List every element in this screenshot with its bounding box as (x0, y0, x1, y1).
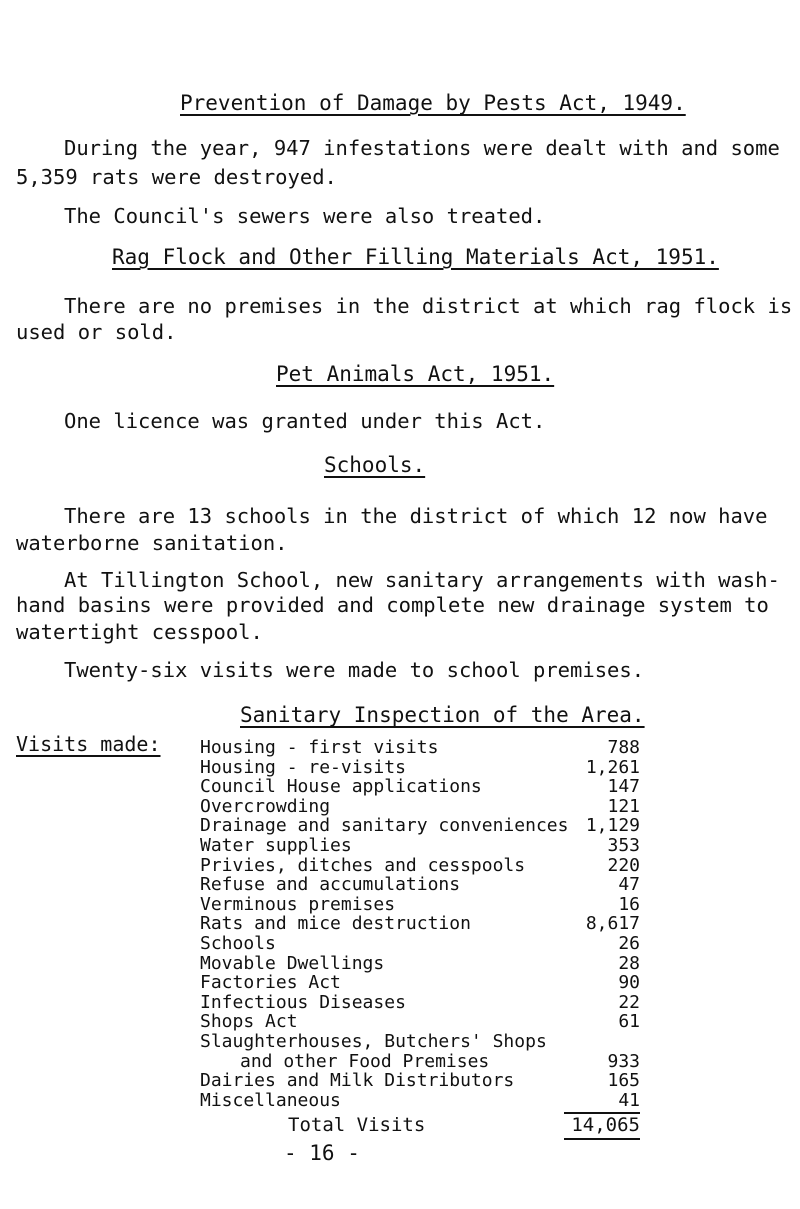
visits-row (200, 1032, 640, 1052)
visits-made-heading: Visits made: (16, 732, 161, 756)
visits-row (200, 1071, 640, 1091)
visits-row (200, 738, 640, 758)
visits-row-label: Dairies and Milk Distributors (200, 1070, 515, 1092)
schools-paragraph-3: Twenty-six visits were made to school premises. (64, 658, 645, 682)
visits-row-label: Overcrowding (200, 795, 331, 817)
visits-row-label: Slaughterhouses, Butchers' Shops (200, 1031, 547, 1052)
visits-row-value: 1,129 (585, 815, 640, 837)
visits-row-label: Drainage and sanitary conveniences (200, 815, 569, 837)
heading-schools: Schools. (324, 453, 426, 477)
schools-paragraph-2-line-1: At Tillington School, new sanitary arrangements with wash- (64, 568, 780, 592)
total-value: 14,065 (571, 1113, 640, 1136)
visits-row-value: 147 (607, 776, 640, 798)
visits-row (200, 797, 640, 817)
visits-row-value: 22 (618, 991, 640, 1013)
heading-sanitary-inspection: Sanitary Inspection of the Area. (240, 703, 645, 727)
visits-row-value: 933 (607, 1050, 640, 1072)
visits-row (240, 1052, 640, 1072)
heading-rag-flock-act: Rag Flock and Other Filling Materials Act, 1951. (112, 245, 719, 269)
visits-row-label: Housing - first visits (200, 737, 439, 758)
visits-row-value: 90 (618, 972, 640, 994)
schools-paragraph-2-line-2: hand basins were provided and complete new drainage system to (16, 593, 769, 617)
visits-row-value: 353 (607, 835, 640, 856)
visits-row-label: Water supplies (200, 835, 352, 856)
visits-row-label: Schools (200, 933, 276, 954)
visits-row-label: Refuse and accumulations (200, 874, 461, 896)
visits-row (200, 856, 640, 876)
visits-row (200, 973, 640, 993)
visits-row-value: 8,617 (585, 913, 640, 935)
visits-row-label: Privies, ditches and cesspools (200, 854, 526, 876)
heading-pests-act: Prevention of Damage by Pests Act, 1949. (180, 91, 686, 115)
total-rule (564, 1138, 640, 1140)
schools-paragraph-2-line-3: watertight cesspool. (16, 620, 263, 644)
visits-row (200, 836, 640, 856)
visits-row (200, 1091, 640, 1111)
rag-paragraph-line-1: There are no premises in the district at which rag flock is (64, 294, 793, 318)
visits-row (200, 914, 640, 934)
visits-row (200, 758, 640, 778)
visits-row-value: 165 (607, 1070, 640, 1092)
visits-row-value: 1,261 (585, 756, 640, 778)
visits-row-value: 220 (607, 854, 640, 876)
visits-row (200, 934, 640, 954)
visits-row-value: 788 (607, 737, 640, 758)
schools-paragraph-line-1: There are 13 schools in the district of which 12 now have (64, 504, 768, 528)
visits-row-label: Verminous premises (200, 893, 396, 915)
visits-row-value: 47 (618, 874, 640, 896)
visits-row (200, 816, 640, 836)
visits-row-label: Rats and mice destruction (200, 913, 471, 935)
visits-row-value: 28 (618, 952, 640, 974)
pets-paragraph: One licence was granted under this Act. (64, 409, 546, 433)
heading-pet-animals-act: Pet Animals Act, 1951. (276, 362, 555, 386)
visits-row-label: Housing - re-visits (200, 756, 406, 778)
total-label: Total Visits (288, 1113, 426, 1136)
pests-paragraph-2: The Council's sewers were also treated. (64, 204, 546, 228)
visits-row (200, 875, 640, 895)
page-number: - 16 - (284, 1140, 360, 1165)
rag-paragraph-line-2: used or sold. (16, 320, 177, 344)
visits-row-value: 26 (618, 933, 640, 954)
visits-row-value: 121 (607, 795, 640, 817)
visits-row-value: 41 (618, 1089, 640, 1111)
visits-row (200, 954, 640, 974)
visits-row-label: Factories Act (200, 972, 341, 994)
visits-row-label: Miscellaneous (200, 1089, 341, 1111)
total-row (200, 1113, 640, 1137)
visits-row-value: 61 (618, 1011, 640, 1033)
visits-row (200, 777, 640, 797)
visits-row-label: Council House applications (200, 776, 482, 798)
visits-row-value: 16 (618, 893, 640, 915)
schools-paragraph-line-2: waterborne sanitation. (16, 531, 288, 555)
visits-row (200, 1012, 640, 1032)
visits-row (200, 895, 640, 915)
pests-paragraph-line-2: 5,359 rats were destroyed. (16, 165, 337, 189)
visits-row-label: Movable Dwellings (200, 952, 385, 974)
visits-row-label: and other Food Premises (240, 1050, 490, 1072)
visits-row (200, 993, 640, 1013)
visits-row-label: Infectious Diseases (200, 991, 406, 1013)
visits-row-label: Shops Act (200, 1011, 298, 1033)
pests-paragraph-line-1: During the year, 947 infestations were dealt with and some (64, 136, 780, 160)
